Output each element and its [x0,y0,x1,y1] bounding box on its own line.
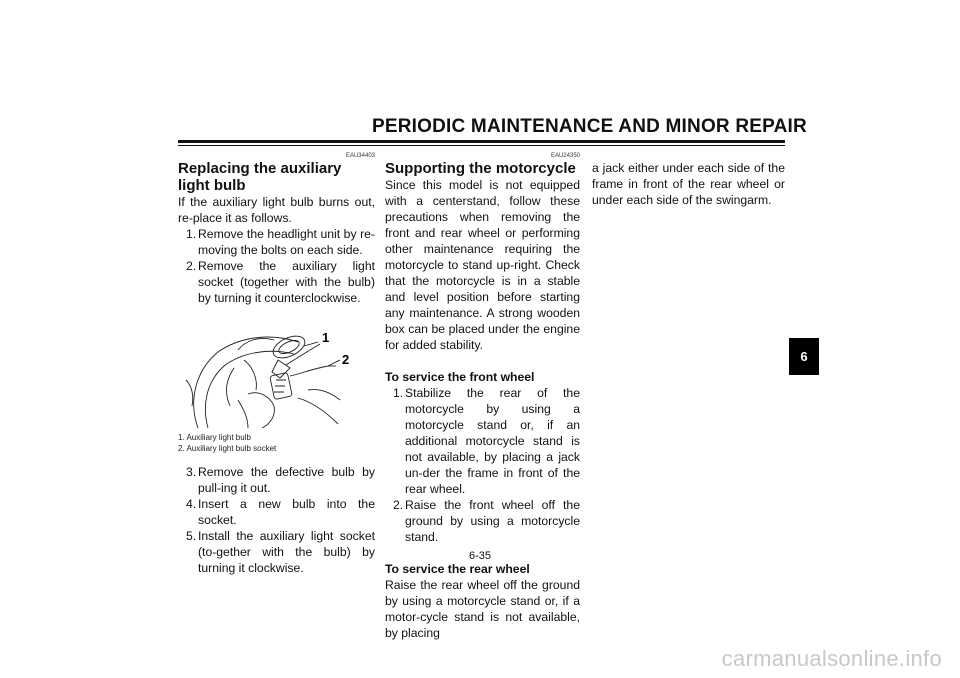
section-code: EAU24350 [550,153,580,159]
chapter-tab: 6 [789,338,819,375]
step-number: 3. [186,465,197,479]
front-wheel-heading: To service the front wheel [385,370,535,384]
watermark: carmanualsonline.info [721,646,942,671]
rear-wheel-paragraph: Raise the rear wheel off the ground by using a motorcycle stand or, if a motor-cycle stand is not available, by placing [385,578,580,640]
step-text: Raise the front wheel off the ground by using a motorcycle stand. [405,498,580,544]
step-text: Install the auxiliary light socket (to-gether with the bulb) by turning it clockwise. [198,529,375,575]
step-text: Remove the auxiliary light socket (together with the bulb) by turning it counterclockwise. [198,259,375,305]
column-supporting-motorcycle [385,152,580,641]
list-item [385,385,580,497]
list-item [178,464,375,496]
step-text: Remove the defective bulb by pull-ing it out. [198,465,375,495]
step-number: 1. [393,386,404,400]
section-heading: Replacing the auxiliary light bulb [178,160,342,194]
step-text: Insert a new bulb into the socket. [198,497,375,527]
section-code: EAU34403 [345,153,375,159]
step-number: 4. [186,497,197,511]
header-rule-thick [178,140,785,143]
header-rule-thin [178,145,785,146]
page-number: 6-35 [468,550,492,562]
intro-paragraph: Since this model is not equipped with a centerstand, follow these precautions when removing the front and rear wheel or performing other maintenance requiring the motorcycle to stand up-right. Check that the motorcycle is in a stable and level position before starting any maintenance. A strong wooden box can be placed under the engine for added stability. [385,178,580,352]
list-item [385,497,580,545]
figure-caption-2: 2. Auxiliary light bulb socket [178,444,277,453]
page-header-title: PERIODIC MAINTENANCE AND MINOR REPAIR [372,116,807,137]
step-number: 5. [186,529,197,543]
step-number: 1. [186,227,197,241]
section-heading: Supporting the motorcycle [385,160,576,177]
step-number: 2. [186,259,197,273]
column-continued [592,152,785,208]
bulb-illustration [178,320,353,430]
callout-2: 2 [342,352,350,367]
headlight-drawing [178,320,353,430]
list-item [178,258,375,306]
column-auxiliary-bulb [178,152,375,576]
list-item [178,226,375,258]
list-item [178,496,375,528]
intro-paragraph: If the auxiliary light bulb burns out, re-place it as follows. [178,195,375,225]
callout-1: 1 [322,330,330,345]
rear-wheel-heading: To service the rear wheel [385,562,530,576]
figure-caption-1: 1. Auxiliary light bulb [178,433,251,442]
step-number: 2. [393,498,404,512]
continued-paragraph: a jack either under each side of the frame in front of the rear wheel or under each side of the swingarm. [592,161,785,207]
list-item [178,528,375,576]
step-text: Remove the headlight unit by re-moving the bolts on each side. [198,227,375,257]
step-text: Stabilize the rear of the motorcycle by using a motorcycle stand or, if an additional motorcycle stand is not available, by placing a jack un-der the frame in front of the rear wheel. [405,386,580,496]
